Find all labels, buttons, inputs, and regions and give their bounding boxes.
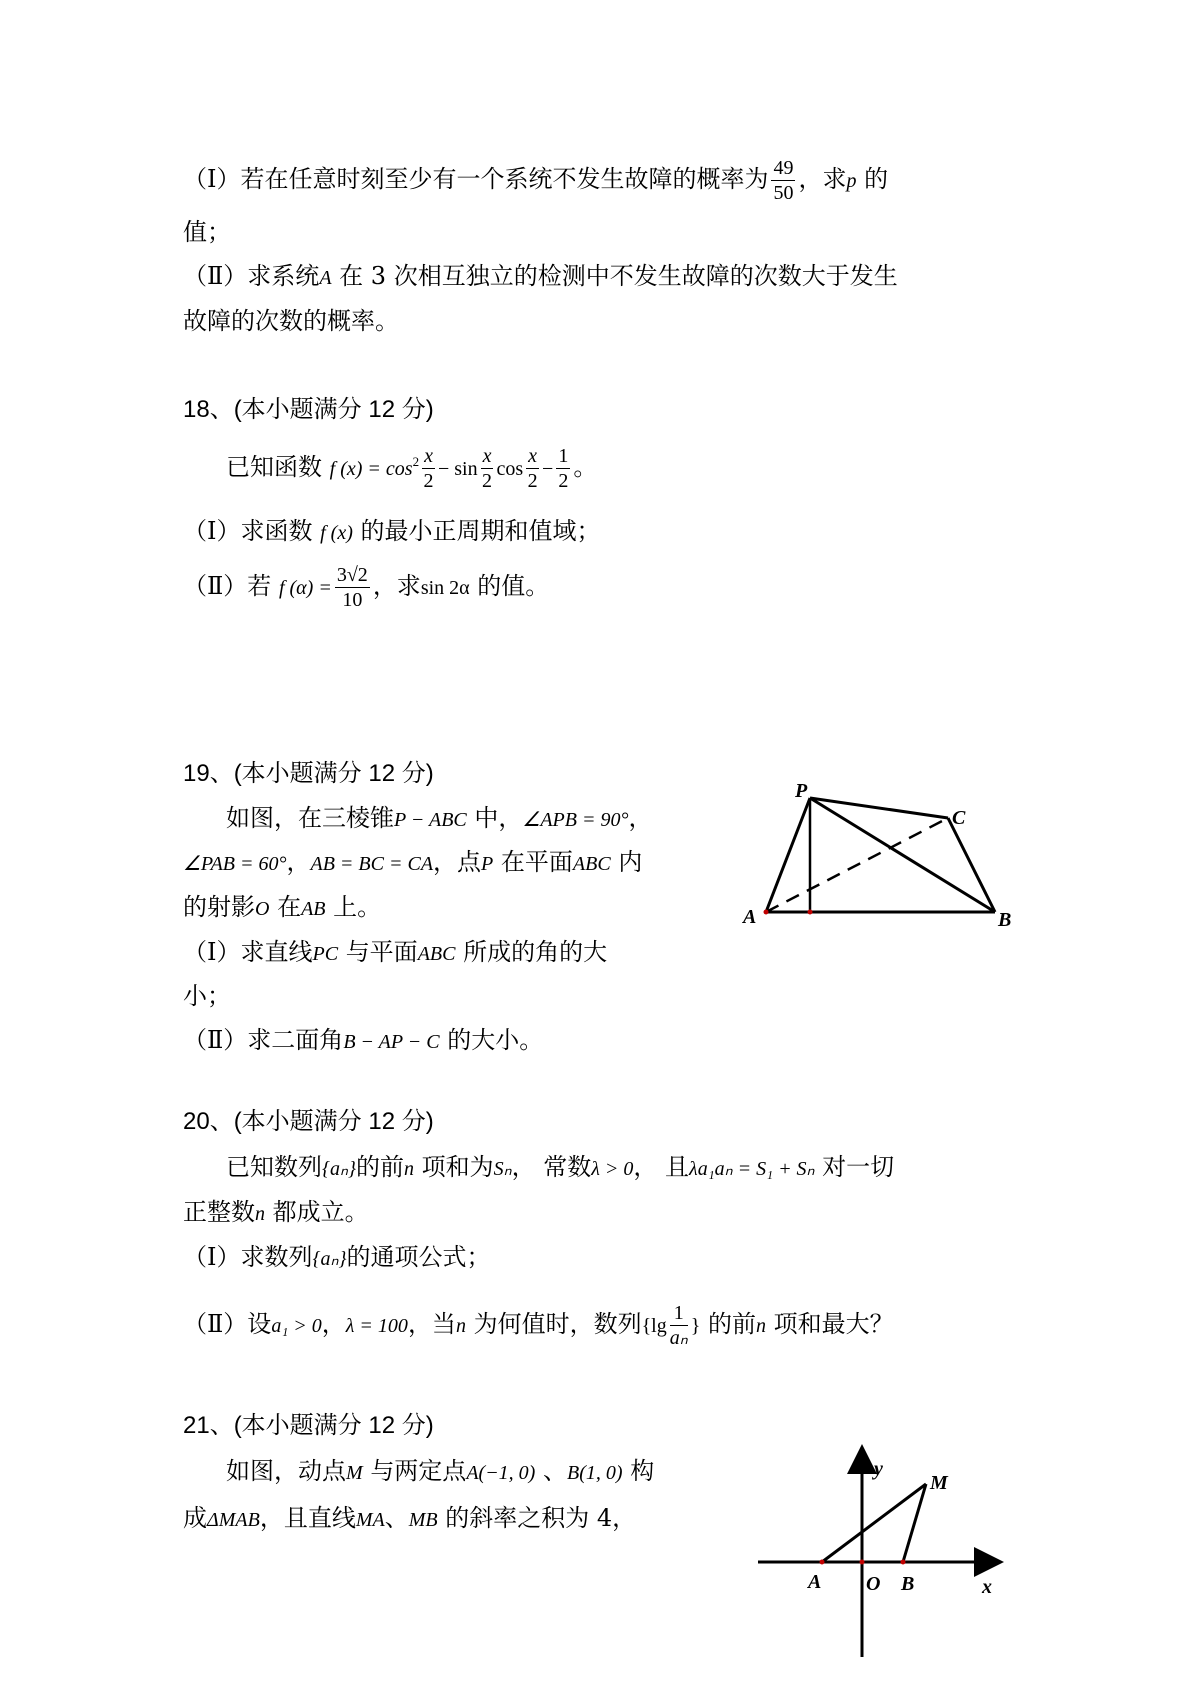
q19-line4: （Ⅰ）求直线PC 与平面ABC 所成的角的大: [183, 938, 608, 966]
label-b: B: [901, 1573, 915, 1595]
q17-part2-cont: 故障的次数的概率。: [183, 307, 399, 335]
coordinate-figure: [750, 1440, 1010, 1660]
q19-line2: ∠PAB = 60°，AB = BC = CA，点P 在平面ABC 内: [183, 848, 643, 876]
q18-part1: （Ⅰ）求函数 f (x) 的最小正周期和值域；: [183, 517, 601, 545]
edge-pa: [766, 798, 810, 912]
q18-function-line: 已知函数 f $(x) = \cos^2$ $\frac{x}{2}$ − sin $\frac{x}{2}$ cos $\frac{x}{2}$ − $\frac{1}{2}$ 。: [226, 445, 598, 492]
q18-fraction: $\frac{3√2}{10}$: [336, 564, 368, 611]
q19-line5: 小；: [183, 982, 231, 1010]
q18-f-lhs: f (x) = cos: [329, 458, 413, 480]
label-y-axis: y: [874, 1458, 883, 1480]
q17-var-p: p: [846, 170, 857, 192]
q20-heading: 20、(本小题满分 12 分): [183, 1108, 434, 1135]
segment-am: [822, 1484, 926, 1562]
label-p: P: [795, 780, 808, 802]
edge-pc: [810, 798, 948, 818]
label-o: O: [866, 1573, 881, 1595]
label-c: C: [952, 807, 966, 829]
q19-heading: 19、(本小题满分 12 分): [183, 760, 434, 787]
point-b-dot: [901, 1560, 906, 1565]
q19-line1: 如图，在三棱锥P − ABC 中，∠APB = 90°，: [226, 804, 653, 832]
q20-line2: 正整数n 都成立。: [183, 1198, 369, 1226]
q18-part2: （Ⅱ）若 f (α) = $\frac{3√2}{10}$ ，求sin 2α 的值。: [183, 564, 550, 611]
q21-line1: 如图，动点M 与两定点A(−1, 0) 、B(1, 0) 构: [226, 1457, 655, 1485]
vertex-a-dot: [764, 910, 769, 915]
q17-var-a: A: [319, 267, 332, 289]
q17-part1-line: （Ⅰ）若在任意时刻至少有一个系统不发生故障的概率为 $\frac{49}{50}$ ，求p 的: [183, 157, 889, 204]
label-a: A: [743, 906, 757, 928]
label-m: M: [930, 1472, 948, 1494]
q17-part1-text: （Ⅰ）若在任意时刻至少有一个系统不发生故障的概率为: [183, 165, 769, 193]
foot-point-o: [808, 910, 813, 915]
q19-line3: 的射影O 在AB 上。: [183, 893, 382, 921]
q19-line6: （Ⅱ）求二面角B − AP − C 的大小。: [183, 1026, 544, 1054]
q17-part1-cont: 值；: [183, 218, 231, 246]
label-x-axis: x: [982, 1576, 992, 1598]
label-b: B: [998, 909, 1012, 931]
point-o-dot: [860, 1560, 865, 1565]
q20-line1: 已知数列{aₙ}的前n 项和为Sₙ， 常数λ > 0， 且λa₁aₙ = S₁ + Sₙ 对一切: [226, 1153, 895, 1181]
q20-lg-fraction: $\frac{1}{\text{aₙ}}$: [669, 1302, 688, 1349]
q17-fraction: $\frac{49}{50}$: [773, 157, 794, 204]
q20-part1: （Ⅰ）求数列{aₙ}的通项公式；: [183, 1243, 491, 1271]
q18-heading: 18、(本小题满分 12 分): [183, 396, 434, 423]
point-a-dot: [820, 1560, 825, 1565]
q17-part2-line: （Ⅱ）求系统A 在 3 次相互独立的检测中不发生故障的次数大于发生: [183, 262, 898, 290]
q21-line2: 成ΔMAB，且直线MA、MB 的斜率之积为 4，: [183, 1504, 637, 1532]
label-a: A: [808, 1571, 822, 1593]
pyramid-figure: [740, 770, 1030, 945]
q21-heading: 21、(本小题满分 12 分): [183, 1412, 434, 1439]
q20-part2: （Ⅱ）设a₁ > 0，λ = 100，当n 为何值时，数列{lg $\frac{1}{\text{aₙ}}$ } 的前n 项和最大？: [183, 1302, 894, 1349]
segment-bm: [903, 1484, 926, 1562]
